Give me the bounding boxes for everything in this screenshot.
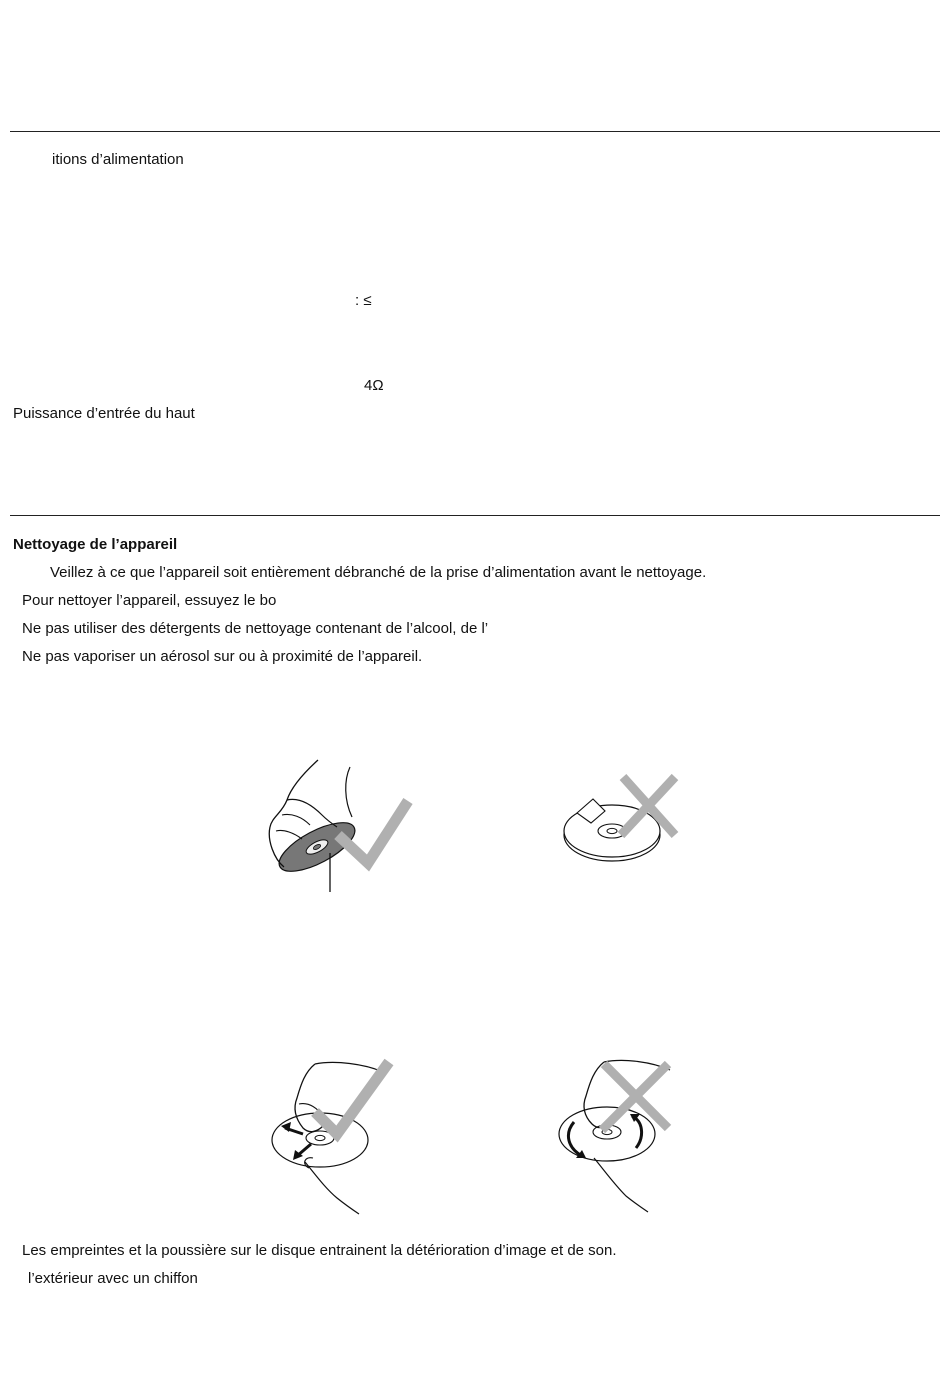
cleaning-item-3: Ne pas utiliser des détergents de nettoyage contenant de l’alcool, de l’ [22,620,489,637]
spec-line-power: itions d’alimentation [52,151,184,168]
disc-note-2: l’extérieur avec un chiffon [28,1270,198,1287]
figure-hold-disc-correct [262,755,422,895]
figure-disc-sticker-wrong [555,765,695,875]
spec-line-impedance: 4Ω [364,377,384,394]
spec-line-speaker-input: Puissance d’entrée du haut [13,405,195,422]
cleaning-heading: Nettoyage de l’appareil [13,536,178,553]
top-divider [10,131,940,132]
disc-note-1: Les empreintes et la poussière sur le disque entrainent la détérioration d’image et de son. [22,1242,617,1259]
cleaning-item-2: Pour nettoyer l’appareil, essuyez le bo [22,592,277,609]
cleaning-item-1: Veillez à ce que l’appareil soit entièrement débranché de la prise d’alimentation avant le nettoyage. [50,564,707,581]
cleaning-item-4: Ne pas vaporiser un aérosol sur ou à proximité de l’appareil. [22,648,423,665]
section-divider [10,515,940,516]
figure-wipe-circular-wrong [552,1052,692,1222]
spec-line-ratio: : ≤ [355,292,372,309]
figure-wipe-radial-correct [265,1052,405,1222]
